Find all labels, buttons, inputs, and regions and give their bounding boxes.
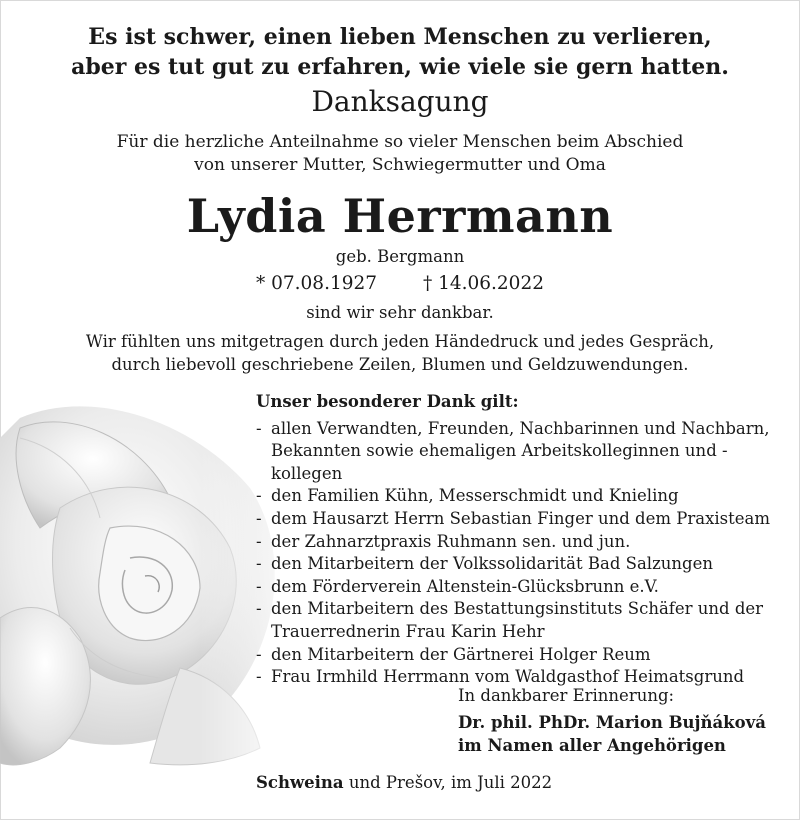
motto-line-2: aber es tut gut zu erfahren, wie viele sie gern hatten.: [71, 54, 729, 80]
list-item-text: Bekannten sowie ehemaligen Arbeitskolleginnen und -kollegen: [271, 441, 728, 483]
list-item-text: Trauerrednerin Frau Karin Hehr: [271, 621, 545, 641]
list-item: [256, 553, 796, 576]
intro-line-1: Für die herzliche Anteilnahme so vieler Menschen beim Abschied: [116, 132, 684, 152]
intro-text: [0, 131, 800, 177]
list-item: [256, 508, 796, 531]
list-item: [256, 598, 796, 643]
signer: [458, 711, 798, 757]
list-item: [256, 531, 796, 554]
list-item-text: - den Mitarbeitern der Gärtnerei Holger Reum: [271, 644, 651, 664]
closing-block: [458, 684, 798, 757]
felt-text: [0, 330, 800, 376]
grateful-text: sind wir sehr dankbar.: [306, 303, 494, 322]
white-rose-icon: [0, 378, 300, 778]
place-date: [256, 772, 552, 794]
list-item-text: - allen Verwandten, Freunden, Nachbarinnen und Nachbarn,: [271, 418, 770, 438]
list-item-text: - den Mitarbeitern der Volkssolidarität Bad Salzungen: [271, 554, 713, 574]
birth-name: geb. Bergmann: [335, 247, 465, 266]
death-date: † 14.06.2022: [422, 273, 544, 294]
felt-line-1: Wir fühlten uns mitgetragen durch jeden Händedruck und jedes Gespräch,: [85, 332, 715, 351]
list-item: [256, 418, 796, 486]
intro-line-2: von unserer Mutter, Schwiegermutter und Oma: [194, 155, 606, 175]
birth-date: * 07.08.1927: [255, 273, 378, 294]
list-item-text: - der Zahnarztpraxis Ruhmann sen. und jun.: [271, 531, 631, 551]
list-item: [256, 485, 796, 508]
list-item-text: - den Mitarbeitern des Bestattungsinstituts Schäfer und der: [271, 599, 764, 619]
place-name: Schweina: [256, 773, 344, 792]
list-item: [256, 644, 796, 667]
signer-role: im Namen aller Angehörigen: [458, 736, 726, 755]
thanks-list: [256, 418, 796, 689]
list-item-text: - dem Förderverein Altenstein-Glücksbrunn e.V.: [271, 576, 659, 596]
list-item-text: - dem Hausarzt Herrn Sebastian Finger und dem Praxisteam: [271, 508, 771, 528]
deceased-name: Lydia Herrmann: [186, 189, 614, 243]
motto: [0, 22, 800, 82]
felt-line-2: durch liebevoll geschriebene Zeilen, Blumen und Geldzuwendungen.: [111, 355, 689, 374]
special-thanks-title: Unser besonderer Dank gilt:: [256, 392, 519, 411]
list-item-text: - den Familien Kühn, Messerschmidt und Knieling: [271, 486, 679, 506]
motto-line-1: Es ist schwer, einen lieben Menschen zu verlieren,: [88, 24, 712, 50]
life-dates: [0, 271, 800, 297]
place-date-rest: und Prešov, im Juli 2022: [348, 773, 553, 792]
signer-name: Dr. phil. PhDr. Marion Bujňáková: [458, 713, 766, 732]
heading-danksagung: Danksagung: [311, 85, 489, 118]
list-item-text: - Frau Irmhild Herrmann vom Waldgasthof Heimatsgrund: [271, 667, 745, 687]
special-thanks: [256, 391, 796, 689]
closing-phrase: In dankbarer Erinnerung:: [458, 686, 675, 705]
list-item: [256, 576, 796, 599]
